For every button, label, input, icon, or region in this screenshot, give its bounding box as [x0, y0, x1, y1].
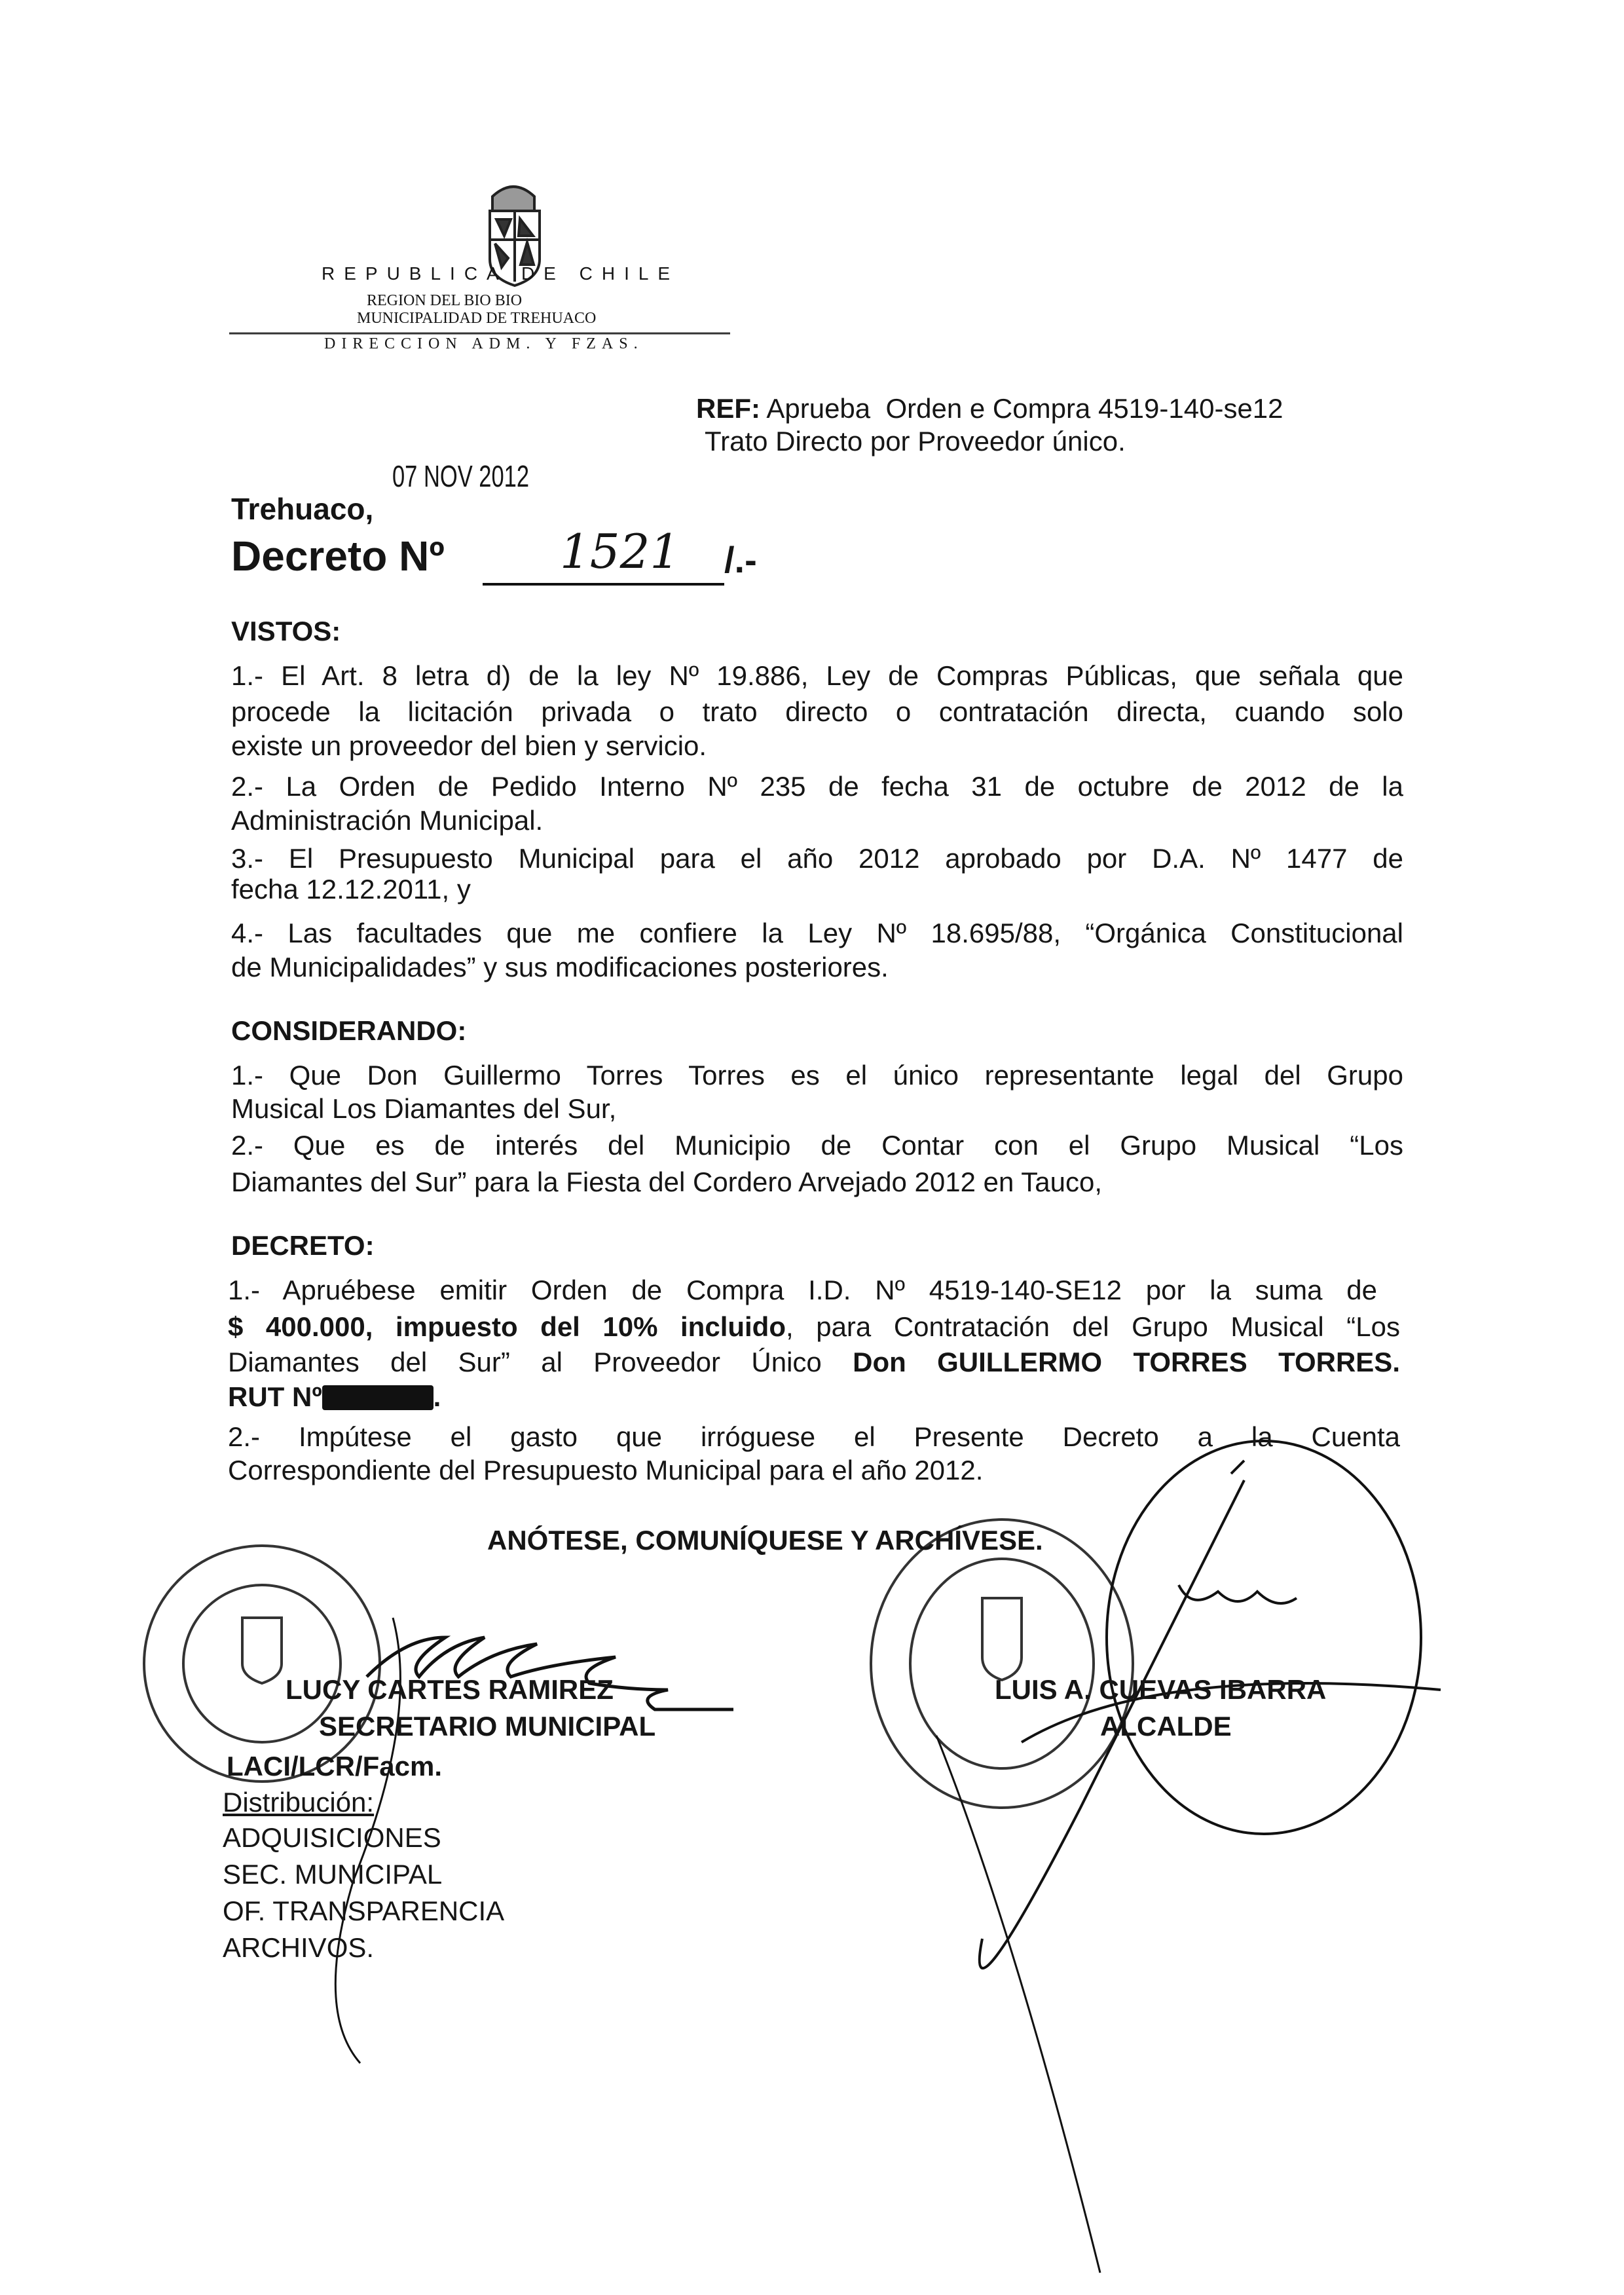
letterhead-department: DIRECCION ADM. Y FZAS. [324, 335, 644, 352]
ref-line-2: Trato Directo por Proveedor único. [705, 426, 1126, 457]
decreto-text: Diamantes del Sur” al Proveedor Único [228, 1347, 853, 1377]
vistos-line: procede la licitación privada o trato directo o contratación directa, cuando solo [231, 696, 1403, 727]
date-stamp: 07 NOV 2012 [392, 459, 530, 493]
mayor-signature [936, 1441, 1441, 2273]
mayor-seal [871, 1520, 1133, 1808]
considerando-line: 1.- Que Don Guillermo Torres Torres es el único representante legal del Grupo [231, 1060, 1403, 1091]
distribution-item: ADQUISICIONES [223, 1822, 441, 1853]
vistos-line: 1.- El Art. 8 letra d) de la ley Nº 19.886, Ley de Compras Públicas, que señala que [231, 660, 1403, 691]
decreto-line: 2.- Impútese el gasto que irróguese el Presente Decreto a la Cuenta [228, 1421, 1400, 1452]
vistos-heading: VISTOS: [231, 616, 341, 646]
letterhead-republic: REPUBLICA DE CHILE [322, 263, 680, 284]
rut-label: RUT Nº [228, 1381, 322, 1412]
considerando-line: Musical Los Diamantes del Sur, [231, 1093, 617, 1124]
considerando-line: 2.- Que es de interés del Municipio de Contar con el Grupo Musical “Los [231, 1130, 1403, 1161]
distribution-item: SEC. MUNICIPAL [223, 1859, 443, 1890]
decree-number-handwritten: 1521 [560, 524, 680, 579]
place: Trehuaco, [231, 492, 374, 526]
redacted-rut [322, 1385, 434, 1410]
decree-label: Decreto Nº [231, 532, 445, 580]
decreto-line [228, 1311, 1400, 1343]
vistos-line: 2.- La Orden de Pedido Interno Nº 235 de fecha 31 de octubre de 2012 de la [231, 771, 1403, 802]
decree-suffix: /.- [724, 539, 757, 580]
considerando-heading: CONSIDERANDO: [231, 1015, 467, 1046]
letterhead-municipality: MUNICIPALIDAD DE TREHUACO [357, 310, 597, 327]
secretary-title: SECRETARIO MUNICIPAL [319, 1711, 656, 1742]
considerando-line: Diamantes del Sur” para la Fiesta del Cordero Arvejado 2012 en Tauco, [231, 1166, 1102, 1197]
distribution-item: ARCHIVOS. [223, 1932, 375, 1963]
distribution-heading: Distribución: [223, 1787, 375, 1818]
distribution-item: OF. TRANSPARENCIA [223, 1895, 505, 1926]
rut-line [228, 1381, 1400, 1413]
ref-label: REF: [696, 393, 760, 424]
decreto-line: Correspondiente del Presupuesto Municipal para el año 2012. [228, 1455, 984, 1485]
decreto-text: , para Contratación del Grupo Musical “Los [786, 1311, 1400, 1342]
amount-text: $ 400.000, impuesto del 10% incluido [228, 1311, 786, 1342]
vistos-line: existe un proveedor del bien y servicio. [231, 730, 707, 761]
vistos-line: de Municipalidades” y sus modificaciones posteriores. [231, 952, 889, 982]
decreto-line [228, 1346, 1400, 1379]
initials: LACI/LCR/Facm. [227, 1751, 443, 1782]
closing-formula: ANÓTESE, COMUNÍQUESE Y ARCHÍVESE. [487, 1525, 1043, 1556]
rut-end: . [433, 1381, 441, 1412]
provider-name: Don GUILLERMO TORRES TORRES. [853, 1347, 1400, 1377]
mayor-title: ALCALDE [1100, 1711, 1232, 1742]
ref-line-1: Aprueba Orden e Compra 4519-140-se12 [766, 393, 1283, 424]
vistos-line: fecha 12.12.2011, y [231, 874, 471, 905]
vistos-line: Administración Municipal. [231, 805, 544, 836]
decreto-heading: DECRETO: [231, 1230, 375, 1261]
vistos-line: 4.- Las facultades que me confiere la Ley Nº 18.695/88, “Orgánica Constitucional [231, 918, 1403, 948]
decreto-line: 1.- Apruébese emitir Orden de Compra I.D. Nº 4519-140-SE12 por la suma de [228, 1275, 1377, 1305]
vistos-line: 3.- El Presupuesto Municipal para el año 2012 aprobado por D.A. Nº 1477 de [231, 843, 1403, 874]
letterhead-region: REGION DEL BIO BIO [367, 292, 523, 309]
secretary-name: LUCY CARTES RAMIREZ [286, 1674, 614, 1705]
mayor-name: LUIS A. CUEVAS IBARRA [995, 1674, 1327, 1705]
reference [696, 393, 1283, 424]
secretary-seal [144, 1546, 380, 1782]
